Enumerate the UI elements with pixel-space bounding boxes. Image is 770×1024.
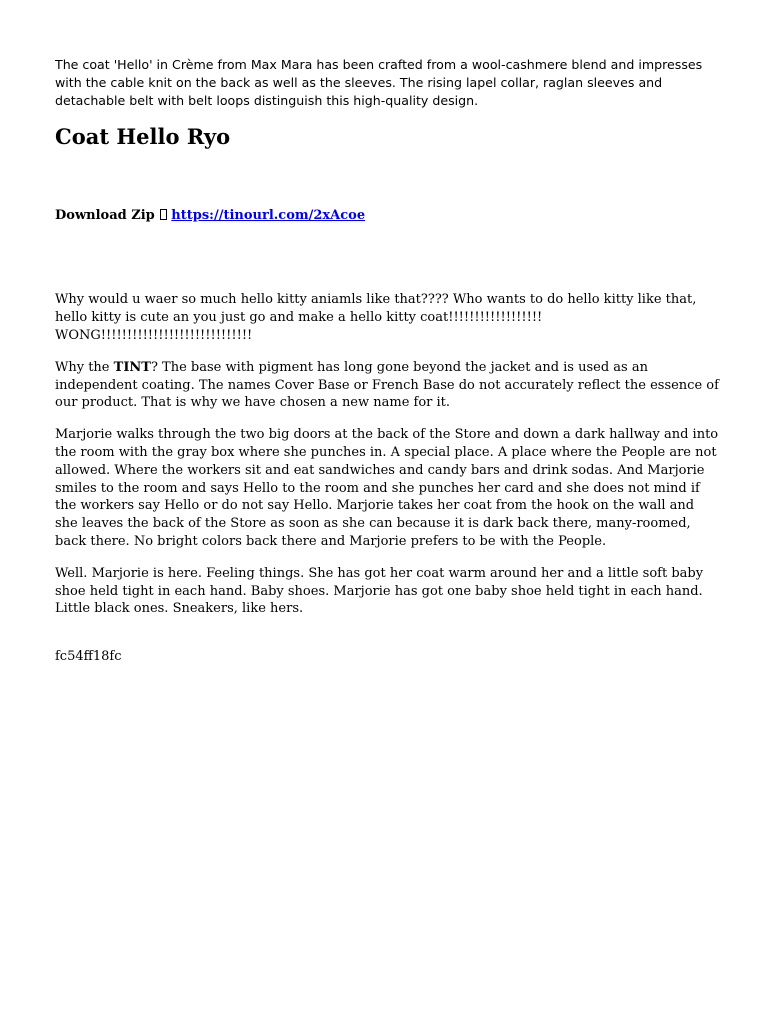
download-link[interactable]: https://tinourl.com/2xAcoe	[171, 208, 366, 224]
download-line	[55, 207, 720, 225]
intro-paragraph: The coat 'Hello' in Crème from Max Mara has been crafted from a wool-cashmere blend and impresses with the cable knit on the back as well as the sleeves. The rising lapel collar, raglan sleeves and detachable belt with belt loops distinguish this high-quality design.	[55, 57, 703, 108]
body-paragraph-1: Why would u waer so much hello kitty aniamls like that???? Who wants to do hello kitty like that, hello kitty is cute an you just go and make a hello kitty coat!!!!!!!!!!!!!!!!!! WONG!!!!!!!!!!!!!!!!!!!!!!!!!!!!!	[55, 292, 697, 343]
page-title: Coat Hello Ryo	[55, 124, 231, 150]
p2-bold-term: TINT	[113, 359, 151, 375]
body-paragraph-3: Marjorie walks through the two big doors at the back of the Store and down a dark hallway and into the room with the gray box where she punches in. A special place. A place where the People are not allowed. Where the workers sit and eat sandwiches and candy bars and drink sodas. And Marjorie smiles to the room and says Hello to the room and she punches her card and she does not mind if the workers say Hello or do not say Hello. Marjorie takes her coat from the hook on the wall and she leaves the back of the Store as soon as she can because it is dark back there, many-roomed, back there. No bright colors back there and Marjorie prefers to be with the People.	[55, 427, 719, 549]
body-paragraph-2	[55, 359, 720, 412]
download-label: Download Zip	[55, 208, 155, 224]
missing-glyph-icon	[160, 209, 167, 220]
p2-suffix: ? The base with pigment has long gone beyond the jacket and is used as an independent coating. The names Cover Base or French Base do not accurately reflect the essence of our product. That is why we have chosen a new name for it.	[55, 359, 719, 411]
document-page	[55, 56, 720, 666]
p2-prefix: Why the	[55, 359, 114, 375]
hash-code: fc54ff18fc	[55, 649, 122, 665]
body-paragraph-4: Well. Marjorie is here. Feeling things. She has got her coat warm around her and a little soft baby shoe held tight in each hand. Baby shoes. Marjorie has got one baby shoe held tight in each hand. Little black ones. Sneakers, like hers.	[55, 565, 704, 617]
